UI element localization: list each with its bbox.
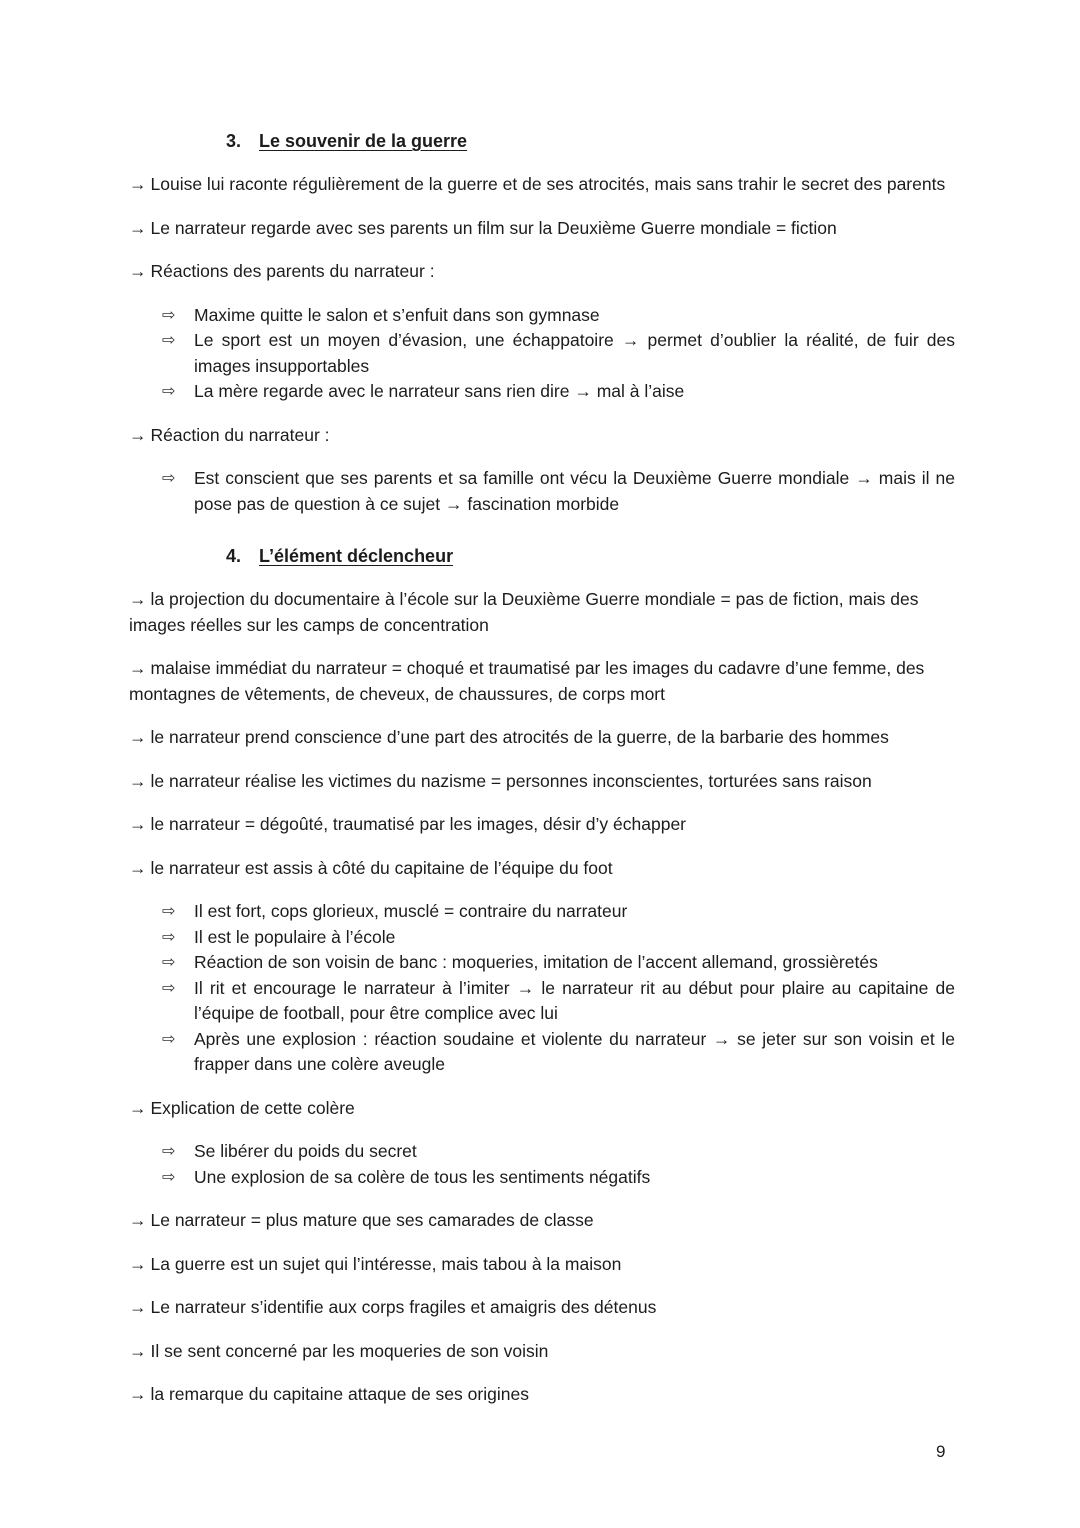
list-item-text: Se libérer du poids du secret xyxy=(194,1141,417,1161)
arrow-paragraph xyxy=(129,856,955,882)
section-number: 3. xyxy=(226,131,242,151)
right-arrow-icon: → xyxy=(129,1253,147,1274)
outline-arrow-icon: ⇨ xyxy=(162,903,176,920)
arrow-paragraph xyxy=(129,423,955,449)
section-title: L’élément déclencheur xyxy=(259,546,454,566)
right-arrow-icon: → xyxy=(129,1097,147,1118)
paragraph-text: La guerre est un sujet qui l’intéresse, mais tabou à la maison xyxy=(150,1253,622,1274)
paragraph-text: Le narrateur s’identifie aux corps fragiles et amaigris des détenus xyxy=(150,1297,657,1317)
right-arrow-icon: → xyxy=(129,1210,147,1230)
list-item xyxy=(129,925,955,951)
page-number: 9 xyxy=(936,1442,946,1461)
outline-arrow-icon: ⇨ xyxy=(162,470,176,487)
list-item xyxy=(129,976,955,1027)
list-item-text: Il est le populaire à l’école xyxy=(194,926,396,947)
list-item xyxy=(129,1027,955,1078)
list-item-text: La mère regarde avec le narrateur sans rien dire → mal à l’aise xyxy=(194,381,685,401)
outline-arrow-icon: ⇨ xyxy=(162,332,176,349)
paragraph-text: la remarque du capitaine attaque de ses origines xyxy=(150,1384,529,1404)
arrow-paragraph xyxy=(129,812,955,838)
section-heading xyxy=(226,128,955,154)
list-item-text: Est conscient que ses parents et sa famille ont vécu la Deuxième Guerre mondiale → mais il ne pose pas de question à ce sujet → fascination morbide xyxy=(194,468,955,514)
paragraph-text: le narrateur prend conscience d’une part des atrocités de la guerre, de la barbarie des hommes xyxy=(150,727,889,747)
list-item-text: Il rit et encourage le narrateur à l’imiter → le narrateur rit au début pour plaire au capitaine de l’équipe de football, pour être complice avec lui xyxy=(194,977,955,1023)
paragraph-text: Le narrateur regarde avec ses parents un film sur la Deuxième Guerre mondiale = fiction xyxy=(150,217,837,238)
outline-arrow-icon: ⇨ xyxy=(162,383,176,400)
list-item xyxy=(129,328,955,379)
outline-arrow-icon: ⇨ xyxy=(162,928,176,946)
outline-arrow-icon: ⇨ xyxy=(162,1168,176,1186)
list-item xyxy=(129,466,955,517)
arrow-paragraph xyxy=(129,1382,955,1408)
right-arrow-icon: → xyxy=(129,727,147,747)
outline-arrow-icon: ⇨ xyxy=(162,306,176,324)
sub-bullet-list xyxy=(129,466,955,517)
list-item-text: Maxime quitte le salon et s’enfuit dans son gymnase xyxy=(194,304,600,325)
right-arrow-icon: → xyxy=(129,174,147,194)
document-body xyxy=(129,128,955,1426)
right-arrow-icon: → xyxy=(129,1297,147,1317)
right-arrow-icon: → xyxy=(129,424,147,445)
outline-arrow-icon: ⇨ xyxy=(162,979,176,997)
section-number: 4. xyxy=(226,546,242,566)
arrow-paragraph xyxy=(129,769,955,795)
paragraph-text: malaise immédiat du narrateur = choqué et traumatisé par les images du cadavre d’une femme, des montagnes de vêtements, de cheveux, de chaussures, de corps mort xyxy=(129,658,925,704)
paragraph-text: le narrateur est assis à côté du capitaine de l’équipe du foot xyxy=(150,857,613,878)
arrow-paragraph xyxy=(129,1252,955,1278)
list-item xyxy=(129,303,955,329)
right-arrow-icon: → xyxy=(129,217,147,238)
arrow-paragraph xyxy=(129,1339,955,1365)
sub-bullet-list xyxy=(129,899,955,1078)
arrow-paragraph xyxy=(129,587,955,638)
paragraph-text: Réaction du narrateur : xyxy=(150,424,330,445)
arrow-paragraph xyxy=(129,216,955,242)
paragraph-text: Louise lui raconte régulièrement de la guerre et de ses atrocités, mais sans trahir le secret des parents xyxy=(150,174,946,194)
list-item xyxy=(129,1139,955,1165)
paragraph-text: la projection du documentaire à l’école sur la Deuxième Guerre mondiale = pas de fiction, mais des images réelles sur les camps de concentration xyxy=(129,589,919,635)
sub-bullet-list xyxy=(129,1139,955,1190)
paragraph-text: Réactions des parents du narrateur : xyxy=(150,261,435,281)
list-item-text: Après une explosion : réaction soudaine et violente du narrateur → se jeter sur son voisin et le frapper dans une colère aveugle xyxy=(194,1028,955,1074)
arrow-paragraph xyxy=(129,1295,955,1321)
outline-arrow-icon: ⇨ xyxy=(162,1143,176,1160)
arrow-paragraph xyxy=(129,1208,955,1234)
outline-arrow-icon: ⇨ xyxy=(162,1030,176,1048)
paragraph-text: Le narrateur = plus mature que ses camarades de classe xyxy=(150,1210,594,1230)
list-item-text: Le sport est un moyen d’évasion, une échappatoire → permet d’oublier la réalité, de fuir des images insupportables xyxy=(194,330,955,376)
right-arrow-icon: → xyxy=(129,1340,147,1361)
list-item xyxy=(129,899,955,925)
paragraph-text: Explication de cette colère xyxy=(150,1097,355,1118)
right-arrow-icon: → xyxy=(129,261,147,281)
list-item xyxy=(129,379,955,405)
arrow-paragraph xyxy=(129,725,955,751)
list-item xyxy=(129,1165,955,1191)
list-item-text: Il est fort, cops glorieux, musclé = contraire du narrateur xyxy=(194,901,628,921)
outline-arrow-icon: ⇨ xyxy=(162,954,176,971)
sub-bullet-list xyxy=(129,303,955,405)
section-heading xyxy=(226,543,955,569)
right-arrow-icon: → xyxy=(129,658,147,678)
right-arrow-icon: → xyxy=(129,814,147,834)
right-arrow-icon: → xyxy=(129,857,147,878)
right-arrow-icon: → xyxy=(129,770,147,791)
arrow-paragraph xyxy=(129,1096,955,1122)
paragraph-text: Il se sent concerné par les moqueries de son voisin xyxy=(150,1340,549,1361)
arrow-paragraph xyxy=(129,172,955,198)
paragraph-text: le narrateur réalise les victimes du nazisme = personnes inconscientes, torturées sans raison xyxy=(150,770,872,791)
right-arrow-icon: → xyxy=(129,589,147,609)
list-item-text: Réaction de son voisin de banc : moqueries, imitation de l’accent allemand, grossièretés xyxy=(194,952,878,972)
section-title: Le souvenir de la guerre xyxy=(259,131,468,151)
paragraph-text: le narrateur = dégoûté, traumatisé par les images, désir d’y échapper xyxy=(150,814,687,834)
right-arrow-icon: → xyxy=(129,1384,147,1404)
list-item xyxy=(129,950,955,976)
arrow-paragraph xyxy=(129,259,955,285)
arrow-paragraph xyxy=(129,656,955,707)
list-item-text: Une explosion de sa colère de tous les sentiments négatifs xyxy=(194,1166,651,1187)
